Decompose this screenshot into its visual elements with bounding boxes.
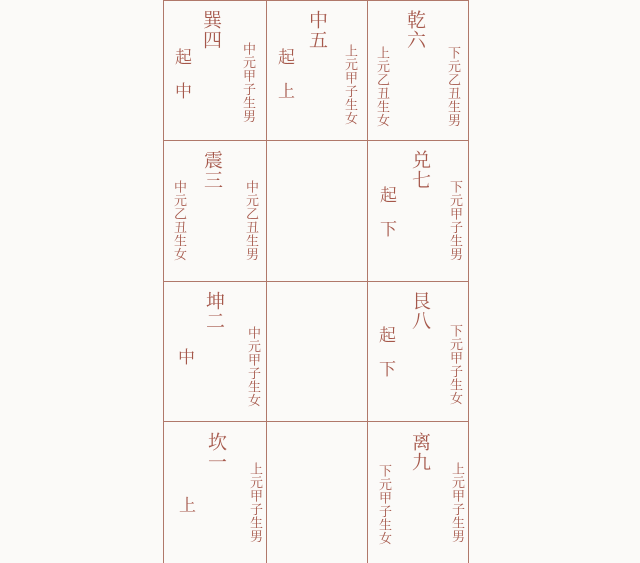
cell-xun-left: 起 中 bbox=[171, 48, 191, 99]
cell-qian-name: 乾六 bbox=[404, 10, 426, 50]
cell-kun-left: 中 bbox=[174, 348, 194, 365]
column-divider bbox=[367, 0, 368, 563]
row-divider bbox=[163, 0, 469, 1]
row-divider bbox=[163, 281, 469, 282]
cell-kan-right: 上元甲子生男 bbox=[247, 462, 262, 543]
cell-zhen-name: 震三 bbox=[201, 150, 223, 190]
cell-gen-right: 下元甲子生女 bbox=[447, 324, 462, 405]
cell-kan-left: 上 bbox=[175, 496, 195, 513]
cell-kun-name: 坤二 bbox=[203, 291, 225, 331]
cell-zhong-name: 中五 bbox=[306, 10, 328, 50]
cell-qian-left: 上元乙丑生女 bbox=[374, 46, 389, 127]
cell-zhong-left: 起 上 bbox=[274, 48, 294, 99]
cell-dui-right: 下元甲子生男 bbox=[447, 180, 462, 261]
cell-xun-name: 巽四 bbox=[200, 10, 222, 50]
cell-li-right: 上元甲子生男 bbox=[449, 462, 464, 543]
cell-li-left: 下元甲子生女 bbox=[376, 464, 391, 545]
cell-dui-left: 起 下 bbox=[376, 186, 396, 237]
cell-kun-right: 中元甲子生女 bbox=[245, 326, 260, 407]
cell-qian-right: 下元乙丑生男 bbox=[445, 46, 460, 127]
cell-kan-name: 坎一 bbox=[205, 432, 227, 472]
cell-gen-left: 起 下 bbox=[375, 326, 395, 377]
cell-zhen-left: 中元乙丑生女 bbox=[171, 180, 186, 261]
row-divider bbox=[163, 421, 469, 422]
cell-zhong-right: 上元甲子生女 bbox=[342, 44, 357, 125]
column-divider bbox=[266, 0, 267, 563]
cell-xun-right: 中元甲子生男 bbox=[240, 42, 255, 123]
cell-dui-name: 兑七 bbox=[409, 150, 431, 190]
cell-zhen-right: 中元乙丑生男 bbox=[243, 180, 258, 261]
row-divider bbox=[163, 140, 469, 141]
cell-li-name: 离九 bbox=[409, 432, 431, 472]
cell-gen-name: 艮八 bbox=[409, 291, 431, 331]
